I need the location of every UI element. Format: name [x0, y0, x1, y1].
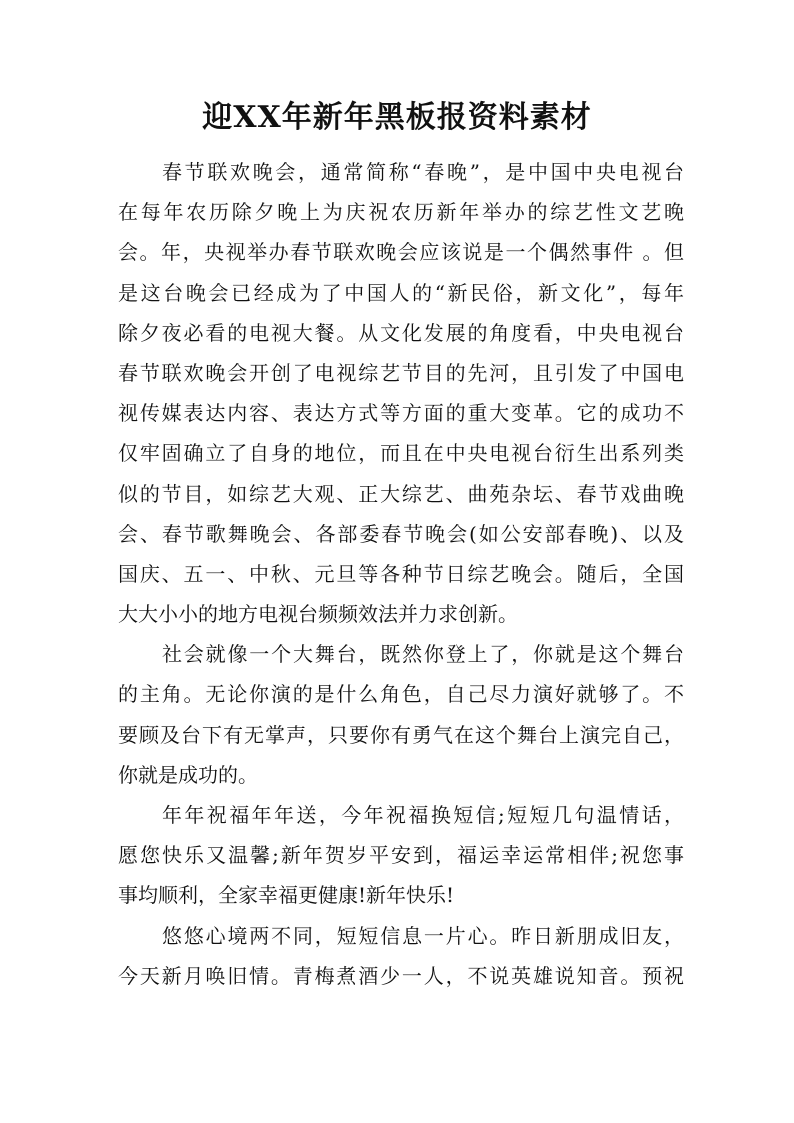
paragraph-line: 悠悠心境两不同，短短信息一片心。昨日新朋成旧友， — [162, 923, 684, 948]
paragraph-line: 会、春节歌舞晚会、各部委春节晚会(如公安部春晚)、以及 — [118, 521, 684, 546]
document-title: 迎XX年新年黑板报资料素材 — [202, 100, 592, 135]
paragraph-line: 似的节目，如综艺大观、正大综艺、曲苑杂坛、春节戏曲晚 — [118, 481, 684, 506]
paragraph-line: 社会就像一个大舞台，既然你登上了，你就是这个舞台 — [162, 642, 684, 667]
paragraph-line: 仅牢固确立了自身的地位，而且在中央电视台衍生出系列类 — [118, 441, 684, 466]
paragraph-line: 事均顺利，全家幸福更健康!新年快乐! — [118, 883, 455, 908]
paragraph-line: 是这台晚会已经成为了中国人的“新民俗，新文化”，每年 — [118, 280, 684, 305]
paragraph-line: 要顾及台下有无掌声，只要你有勇气在这个舞台上演完自己， — [118, 722, 684, 747]
paragraph-line: 愿您快乐又温馨;新年贺岁平安到，福运幸运常相伴;祝您事 — [118, 843, 684, 868]
paragraph-line: 会。年，央视举办春节联欢晚会应该说是一个偶然事件 。但 — [118, 240, 684, 265]
paragraph-line: 大大小小的地方电视台频频效法并力求创新。 — [118, 602, 518, 627]
paragraph-line: 除夕夜必看的电视大餐。从文化发展的角度看，中央电视台 — [118, 320, 684, 345]
paragraph-line: 的主角。无论你演的是什么角色，自己尽力演好就够了。不 — [118, 682, 684, 707]
document-body — [118, 152, 684, 996]
paragraph-line: 国庆、五一、中秋、元旦等各种节日综艺晚会。随后，全国 — [118, 561, 684, 586]
paragraph-line: 年年祝福年年送，今年祝福换短信;短短几句温情话， — [162, 803, 684, 827]
paragraph-line: 在每年农历除夕晚上为庆祝农历新年举办的综艺性文艺晚 — [118, 200, 684, 225]
paragraph-line: 春节联欢晚会，通常简称“春晚”，是中国中央电视台 — [162, 160, 684, 184]
paragraph-line: 视传媒表达内容、表达方式等方面的重大变革。它的成功不 — [118, 401, 684, 426]
paragraph-line: 今天新月唤旧情。青梅煮酒少一人，不说英雄说知音。预祝 — [118, 963, 684, 988]
paragraph-line: 春节联欢晚会开创了电视综艺节目的先河，且引发了中国电 — [118, 360, 684, 385]
paragraph-line: 你就是成功的。 — [118, 762, 258, 787]
